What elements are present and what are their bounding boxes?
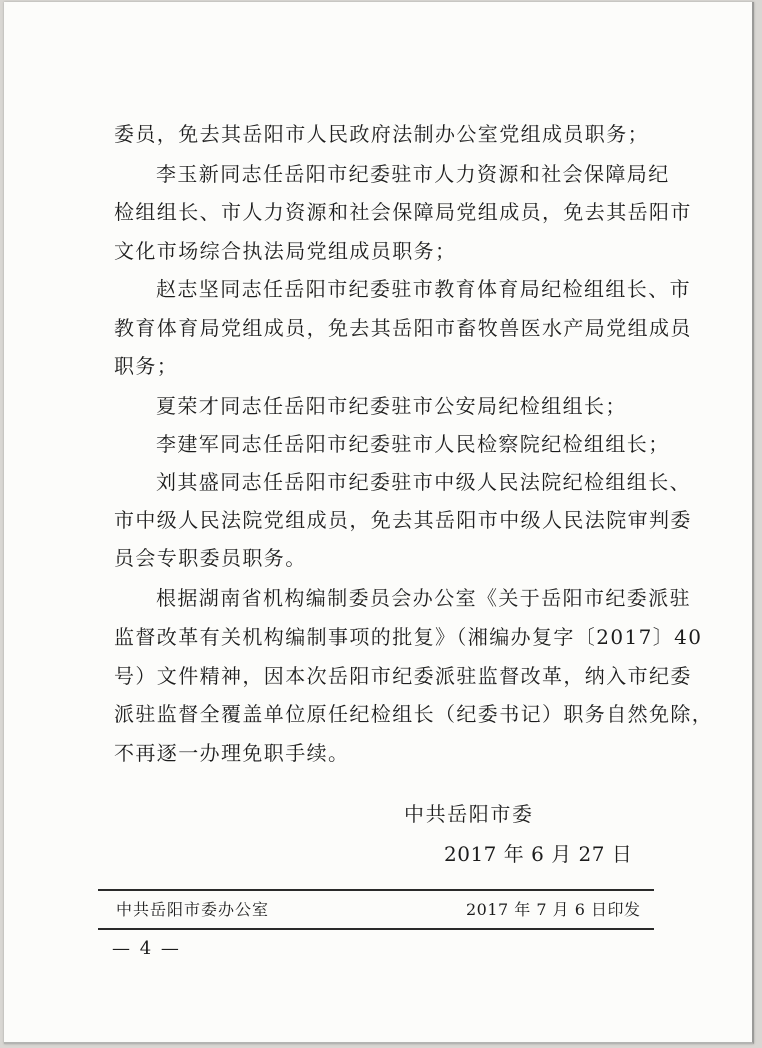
footer-bottom-rule — [98, 928, 654, 930]
signature-organization: 中共岳阳市委 — [404, 802, 534, 826]
body-line-11: 市中级人民法院党组成员，免去其岳阳市中级人民法院审判委 — [114, 508, 692, 532]
page-number: — 4 — — [112, 938, 181, 959]
body-line-13: 根据湖南省机构编制委员会办公室《关于岳阳市纪委派驻 — [156, 586, 691, 610]
signature-date: 2017 年 6 月 27 日 — [444, 842, 633, 866]
footer-top-rule — [98, 889, 654, 891]
body-line-3: 检组组长、市人力资源和社会保障局党组成员，免去其岳阳市 — [114, 200, 692, 224]
body-line-15: 号）文件精神，因本次岳阳市纪委派驻监督改革，纳入市纪委 — [114, 664, 692, 688]
footer-issuer: 中共岳阳市委办公室 — [116, 900, 270, 919]
body-line-9: 李建军同志任岳阳市纪委驻市人民检察院纪检组组长； — [156, 432, 670, 456]
body-line-5: 赵志坚同志任岳阳市纪委驻市教育体育局纪检组组长、市 — [156, 277, 691, 301]
body-line-10: 刘其盛同志任岳阳市纪委驻市中级人民法院纪检组组长、 — [156, 470, 691, 494]
body-line-7: 职务； — [114, 354, 179, 378]
body-line-8: 夏荣才同志任岳阳市纪委驻市公安局纪检组组长； — [156, 394, 627, 418]
body-line-4: 文化市场综合执法局党组成员职务； — [114, 239, 457, 263]
body-line-14: 监督改革有关机构编制事项的批复》（湘编办复字〔2017〕40 — [114, 625, 703, 649]
body-line-2: 李玉新同志任岳阳市纪委驻市人力资源和社会保障局纪 — [156, 162, 670, 186]
body-line-12: 员会专职委员职务。 — [114, 546, 307, 570]
body-line-17: 不再逐一办理免职手续。 — [114, 741, 350, 765]
footer-issue-date: 2017 年 7 月 6 日印发 — [466, 900, 641, 919]
document-page — [4, 2, 754, 1044]
body-line-16: 派驻监督全覆盖单位原任纪检组长（纪委书记）职务自然免除， — [114, 702, 714, 726]
body-line-6: 教育体育局党组成员，免去其岳阳市畜牧兽医水产局党组成员 — [114, 316, 692, 340]
body-line-1: 委员，免去其岳阳市人民政府法制办公室党组成员职务； — [114, 122, 649, 146]
